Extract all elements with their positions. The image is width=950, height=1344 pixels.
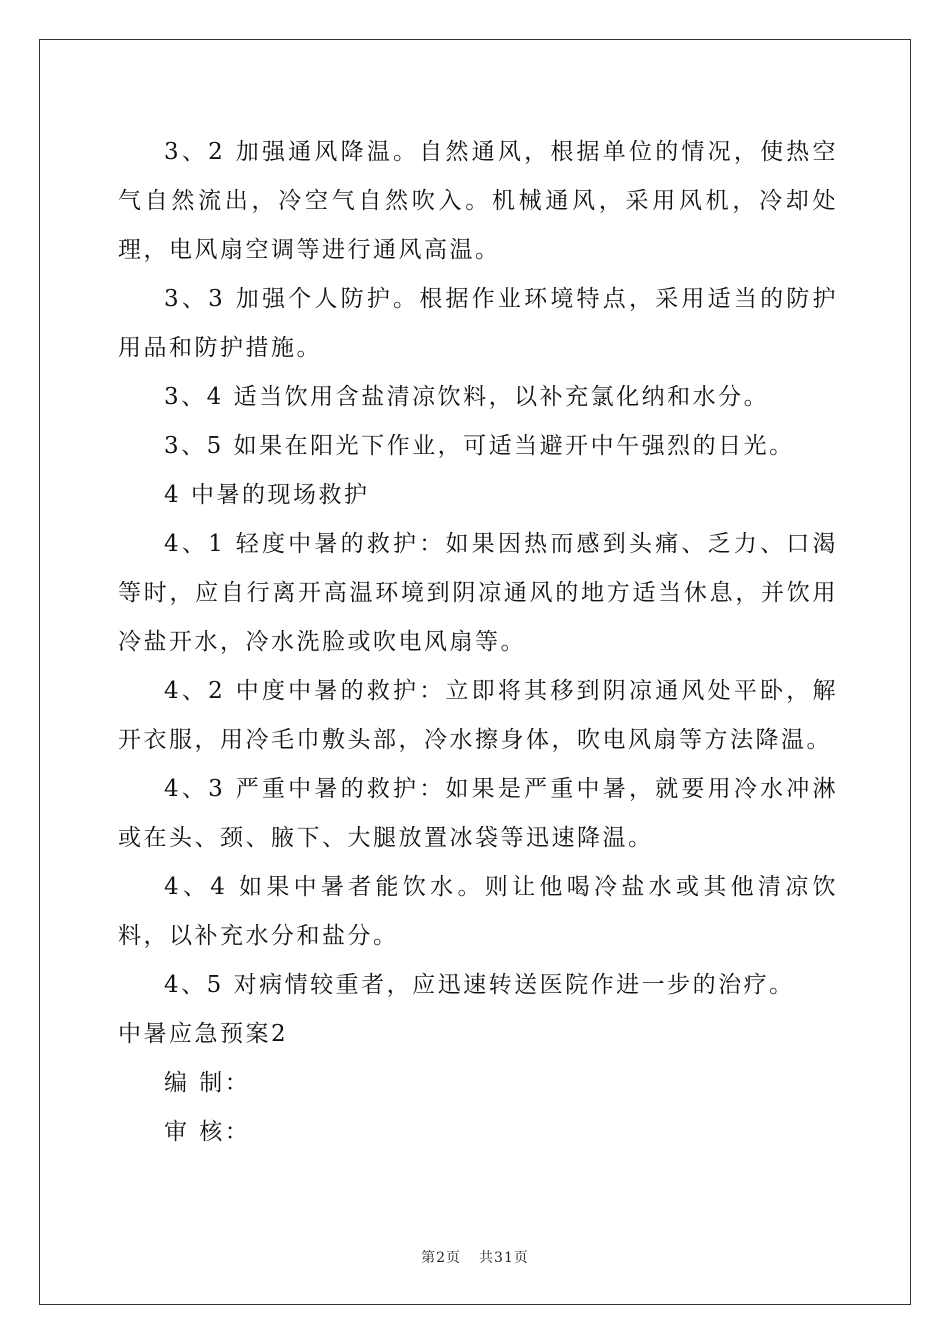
reviewer-field-label: 审 核： bbox=[164, 1119, 251, 1145]
paragraph-4-4: 4、4 如果中暑者能饮水。则让他喝冷盐水或其他清凉饮料，以补充水分和盐分。 bbox=[118, 874, 838, 949]
page-footer bbox=[0, 1247, 950, 1267]
section-heading-4: 4 中暑的现场救护 bbox=[164, 482, 370, 508]
paragraph-4-3: 4、3 严重中暑的救护：如果是严重中暑，就要用冷水冲淋或在头、颈、腋下、大腿放置冰袋等迅速降温。 bbox=[118, 776, 838, 851]
paragraph-3-2: 3、2 加强通风降温。自然通风，根据单位的情况，使热空气自然流出，冷空气自然吹入。机械通风，采用风机，冷却处理，电风扇空调等进行通风高温。 bbox=[118, 139, 838, 263]
paragraph-3-4: 3、4 适当饮用含盐清凉饮料，以补充氯化纳和水分。 bbox=[164, 384, 770, 410]
page-number: 第2页 bbox=[421, 1250, 462, 1266]
paragraph-4-5: 4、5 对病情较重者，应迅速转送医院作进一步的治疗。 bbox=[164, 972, 795, 998]
page-total: 共31页 bbox=[479, 1250, 529, 1266]
paragraph-3-5: 3、5 如果在阳光下作业，可适当避开中午强烈的日光。 bbox=[164, 433, 795, 459]
paragraph-4-1: 4、1 轻度中暑的救护：如果因热而感到头痛、乏力、口渴等时，应自行离开高温环境到阴凉通风的地方适当休息，并饮用冷盐开水，冷水洗脸或吹电风扇等。 bbox=[118, 531, 838, 655]
document-body bbox=[118, 128, 838, 1157]
paragraph-4-2: 4、2 中度中暑的救护：立即将其移到阴凉通风处平卧，解开衣服，用冷毛巾敷头部，冷水擦身体，吹电风扇等方法降温。 bbox=[118, 678, 838, 753]
document-title: 中暑应急预案2 bbox=[118, 1021, 289, 1047]
paragraph-3-3: 3、3 加强个人防护。根据作业环境特点，采用适当的防护用品和防护措施。 bbox=[118, 286, 838, 361]
editor-field-label: 编 制： bbox=[164, 1070, 251, 1096]
